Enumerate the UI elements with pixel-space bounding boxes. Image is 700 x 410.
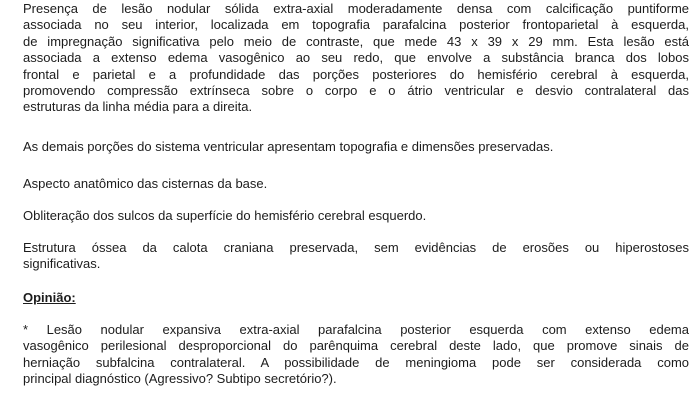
text-line: promovendo compressão extrínseca sobre o corpo e o átrio ventricular e desvio contralateral das xyxy=(23,82,689,98)
text-line: associada a extenso edema vasogênico ao seu redo, que envolve a substância branca dos lobos xyxy=(23,50,689,66)
text-line: Estrutura óssea da calota craniana preservada, sem evidências de erosões ou hiperostoses xyxy=(23,240,689,255)
findings-paragraph-ventricular: As demais porções do sistema ventricular apresentam topografia e dimensões preservadas. xyxy=(23,139,554,154)
text-line: frontal e parietal e a profundidade das porções posteriores do hemisfério cerebral à esquerda, xyxy=(23,66,689,82)
text-line: principal diagnóstico (Agressivo? Subtipo secretório?). xyxy=(23,371,337,387)
text-line: de impregnação significativa pelo meio de contraste, que mede 43 x 39 x 29 mm. Esta lesão está xyxy=(23,33,689,49)
text-line: estruturas da linha média para a direita. xyxy=(23,99,253,115)
text-line: * Lesão nodular expansiva extra-axial parafalcina posterior esquerda com extenso edema xyxy=(23,322,689,337)
findings-paragraph-lesion xyxy=(23,1,689,116)
text-line: Presença de lesão nodular sólida extra-axial moderadamente densa com calcificação puntiforme xyxy=(23,1,689,16)
text-line: herniação subfalcina contralateral. A possibilidade de meningioma pode ser considerada como xyxy=(23,354,689,370)
text-line: associada no seu interior, localizada em topografia parafalcina posterior frontoparietal à esquerda, xyxy=(23,17,689,33)
opinion-heading: Opinião: xyxy=(23,290,76,305)
findings-paragraph-cisterns: Aspecto anatômico das cisternas da base. xyxy=(23,176,268,191)
findings-paragraph-sulci: Obliteração dos sulcos da superfície do hemisfério cerebral esquerdo. xyxy=(23,208,427,223)
text-line: significativas. xyxy=(23,256,101,272)
text-line: vasogênico perilesional desproporcional do parênquima cerebral deste lado, que promove sinais de xyxy=(23,338,689,354)
findings-paragraph-bone xyxy=(23,240,689,273)
opinion-paragraph xyxy=(23,322,689,388)
